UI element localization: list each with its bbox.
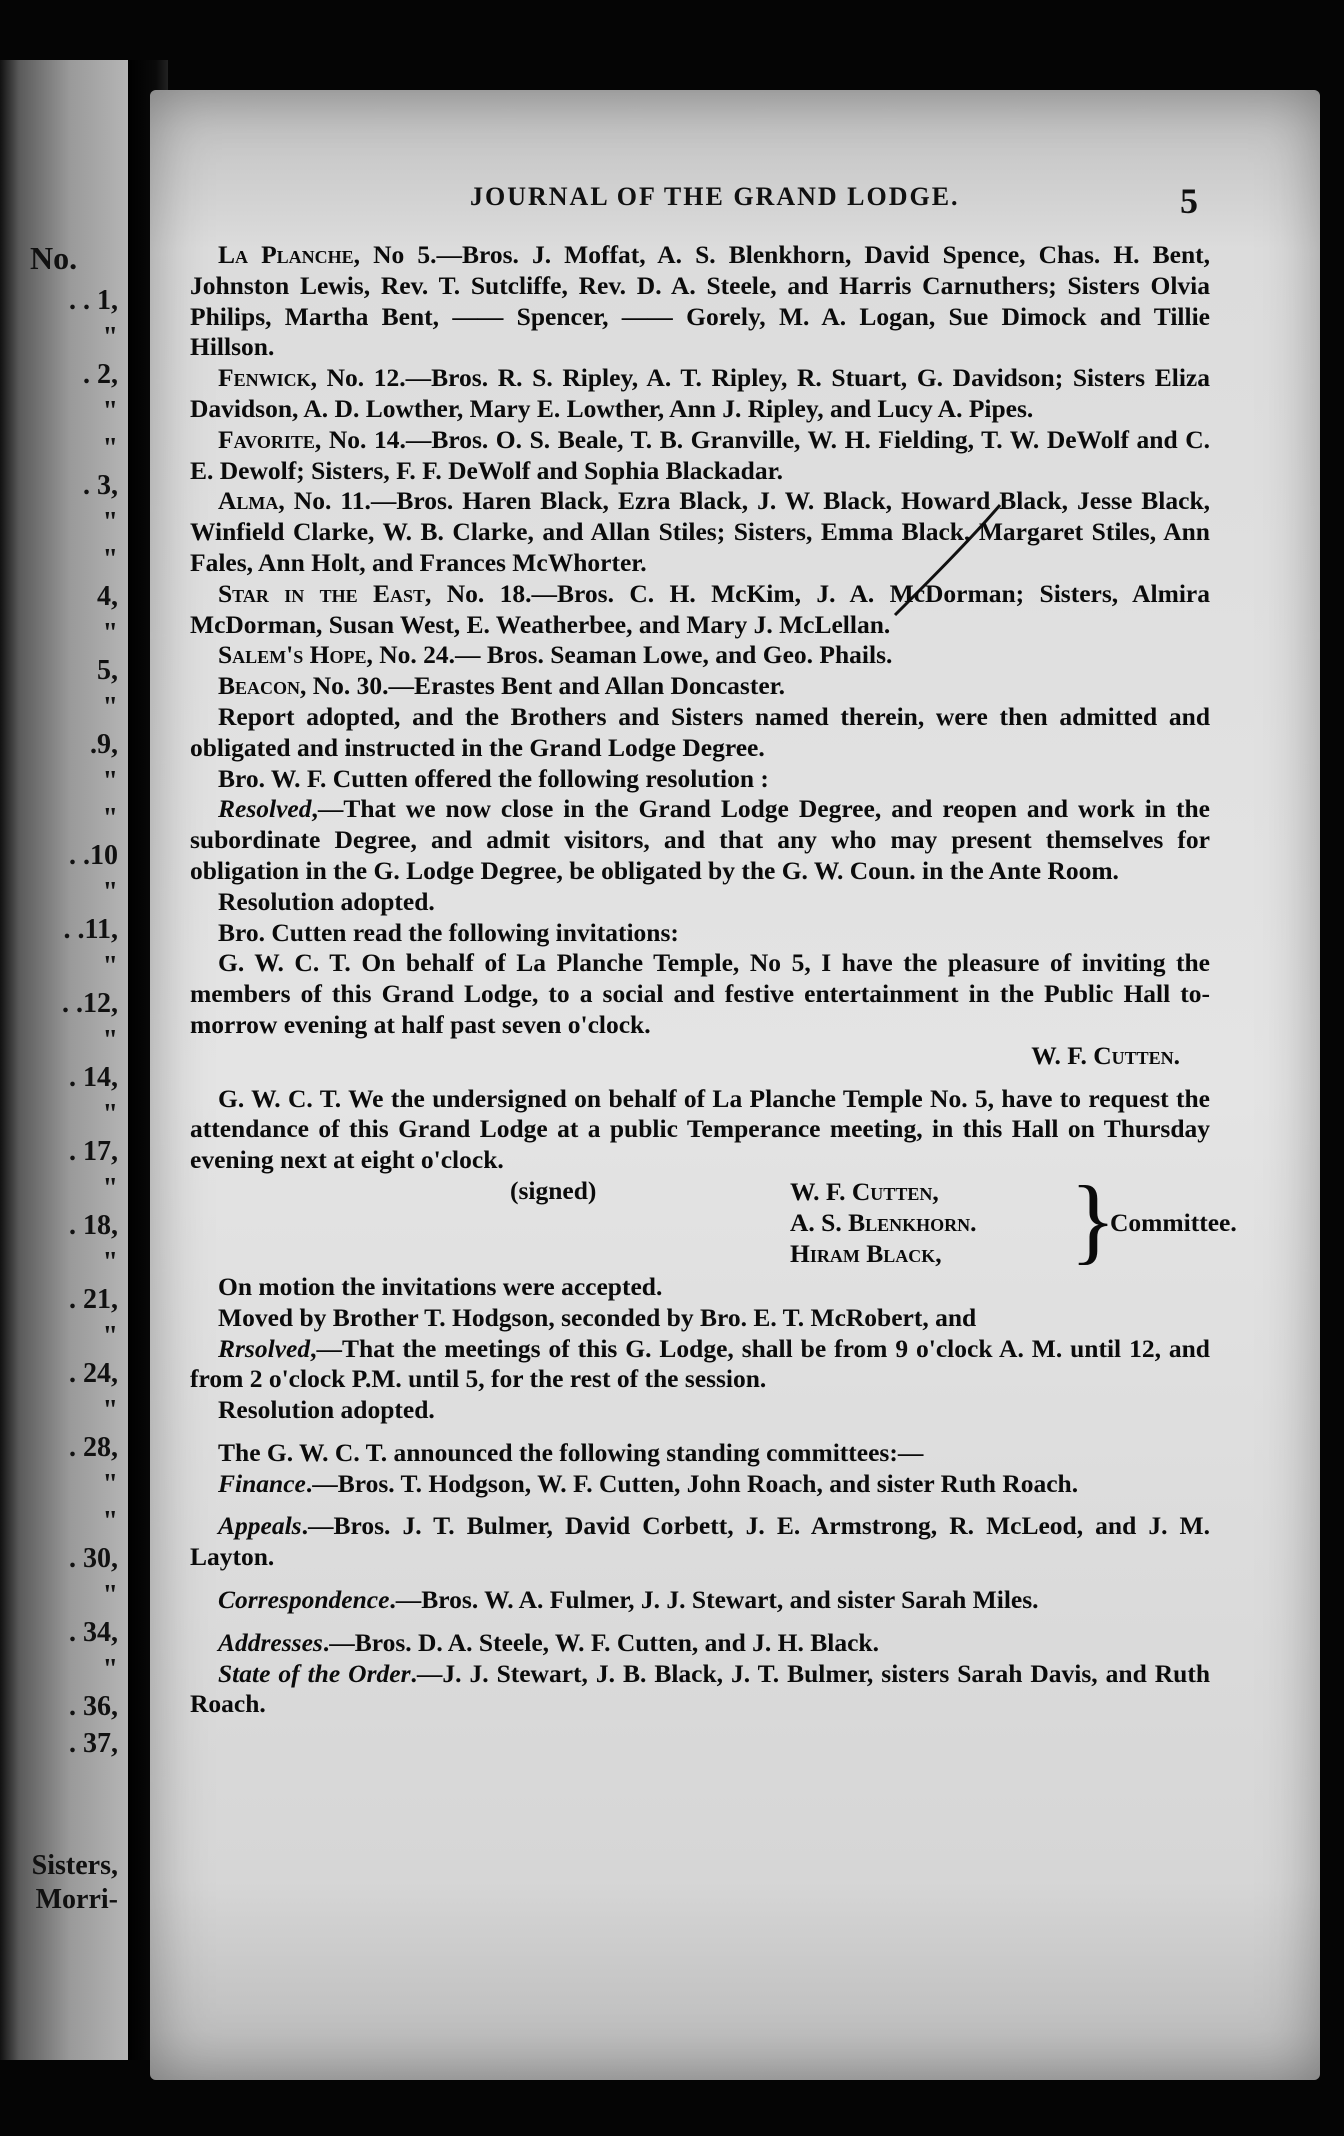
journal-page bbox=[150, 90, 1320, 2080]
resolution-adopted-1: Resolution adopted. bbox=[218, 886, 435, 916]
facing-page-line: " bbox=[102, 507, 118, 538]
spacer bbox=[190, 1573, 1210, 1585]
facing-page-footer-line: Morri- bbox=[35, 1884, 118, 1915]
committee-label: Committee. bbox=[1110, 1207, 1237, 1237]
facing-page-line: . .10 bbox=[69, 840, 118, 871]
lodge-report-star-in-the-east: Star in the East, No. 18.—Bros. C. H. McKim, J. A. McDorman; Sisters, Almira McDorman, Susan West, E. Weatherbee, and Mary J. McLellan. bbox=[190, 578, 1211, 639]
facing-page-line: " bbox=[102, 1395, 118, 1426]
facing-page-line: .9, bbox=[90, 729, 118, 760]
facing-page-line: " bbox=[102, 951, 118, 982]
lodge-report-alma: Alma, No. 11.—Bros. Haren Black, Ezra Black, J. W. Black, Howard Black, Jesse Black, Winfield Clarke, W. B. Clarke, and Allan Stiles; Sisters, Emma Black, Margaret Stiles, Ann Fales, Ann Holt, and Frances McWhorter. bbox=[190, 486, 1210, 577]
running-head: JOURNAL OF THE GRAND LODGE. bbox=[470, 182, 960, 211]
lodge-report-favorite: Favorite, No. 14.—Bros. O. S. Beale, T. B. Granville, W. H. Fielding, T. W. DeWolf and C. E. Dewolf; Sisters, F. F. DeWolf and Sophia Blackadar. bbox=[190, 424, 1210, 485]
facing-page-line: " bbox=[102, 1654, 118, 1685]
facing-page-line: . 34, bbox=[69, 1617, 118, 1648]
resolution-close-degree: Resolved,—That we now close in the Grand Lodge Degree, and reopen and work in the subordinate Degree, and admit visitors, and that any who may present themselves for obligation in the G. Lodge Degree, be obligated by the G. W. Coun. in the Ante Room. bbox=[190, 794, 1210, 885]
facing-page-line: . 18, bbox=[69, 1210, 118, 1241]
facing-page-line: " bbox=[102, 1247, 118, 1278]
facing-page-line: 5, bbox=[97, 655, 118, 686]
resolution-adopted-2: Resolution adopted. bbox=[218, 1395, 435, 1425]
facing-page-line: " bbox=[102, 322, 118, 353]
facing-page-line: " bbox=[102, 1506, 118, 1537]
report-adopted: Report adopted, and the Brothers and Sisters named therein, were then admitted and obligated and instructed in the Grand Lodge Degree. bbox=[190, 701, 1210, 762]
invitation-signature: W. F. Cutten. bbox=[1031, 1040, 1180, 1070]
invitations-accepted: On motion the invitations were accepted. bbox=[218, 1271, 663, 1301]
invitation-social: G. W. C. T. On behalf of La Planche Temple, No 5, I have the pleasure of inviting the members of this Grand Lodge, to a social and festive entertainment in the Public Hall to-morrow evening at half past seven o'clock. bbox=[190, 948, 1210, 1039]
signatory: Hiram Black, bbox=[790, 1238, 942, 1268]
lodge-report-beacon: Beacon, No. 30.—Erastes Bent and Allan Doncaster. bbox=[218, 671, 786, 701]
facing-page-line: . 3, bbox=[83, 470, 118, 501]
signed-label: (signed) bbox=[510, 1175, 597, 1205]
lodge-report-fenwick: Fenwick, No. 12.—Bros. R. S. Ripley, A. T. Ripley, R. Stuart, G. Davidson; Sisters Eliza Davidson, A. D. Lowther, Mary E. Lowther, Ann J. Ripley, and Lucy A. Pipes. bbox=[190, 363, 1210, 423]
facing-page-line: " bbox=[102, 544, 118, 575]
spacer bbox=[190, 1499, 1210, 1511]
journal-body bbox=[190, 240, 1237, 1720]
facing-page-line: " bbox=[102, 1173, 118, 1204]
resolution-meeting-hours: Rrsolved,—That the meetings of this G. Lodge, shall be from 9 o'clock A. M. until 12, and from 2 o'clock P.M. until 5, for the rest of the session. bbox=[190, 1333, 1210, 1394]
motion-hodgson: Moved by Brother T. Hodgson, seconded by Bro. E. T. McRobert, and bbox=[218, 1302, 977, 1332]
invitation-temperance-meeting: G. W. C. T. We the undersigned on behalf of La Planche Temple No. 5, have to request the attendance of this Grand Lodge at a public Temperance meeting, in this Hall on Thursday evening next at eight o'clock. bbox=[190, 1083, 1210, 1175]
lodge-report-la-planche: La Planche, No 5.—Bros. J. Moffat, A. S. Blenkhorn, David Spence, Chas. H. Bent, Johnston Lewis, Rev. T. Sutcliffe, Rev. D. A. Steele, and Harris Carnuthers; Sisters Olvia Philips, Martha Bent, —— Spencer, —— Gorely, M. A. Logan, Sue Dimock and Tillie Hillson. bbox=[190, 240, 1210, 362]
facing-page-line: " bbox=[102, 396, 118, 427]
facing-page-line: . .12, bbox=[62, 988, 118, 1019]
facing-page-line: . 24, bbox=[69, 1358, 118, 1389]
committee-addresses: Addresses.—Bros. D. A. Steele, W. F. Cutten, and J. H. Black. bbox=[218, 1627, 879, 1657]
page-number: 5 bbox=[1180, 181, 1198, 221]
resolution-intro: Bro. W. F. Cutten offered the following resolution : bbox=[218, 763, 769, 793]
facing-page-line: " bbox=[102, 1580, 118, 1611]
facing-page-line: 4, bbox=[97, 581, 118, 612]
facing-page-margin bbox=[0, 60, 128, 2060]
facing-page-line: " bbox=[102, 877, 118, 908]
committee-finance: Finance.—Bros. T. Hodgson, W. F. Cutten, John Roach, and sister Ruth Roach. bbox=[218, 1468, 1079, 1498]
facing-page-line: . . 1, bbox=[69, 285, 118, 316]
facing-page-line: . 36, bbox=[69, 1691, 118, 1722]
facing-page-line: " bbox=[102, 1469, 118, 1500]
committee-state-of-the-order: State of the Order.—J. J. Stewart, J. B. Black, J. T. Bulmer, sisters Sarah Davis, and Ruth Roach. bbox=[190, 1658, 1211, 1719]
facing-page-line: " bbox=[102, 618, 118, 649]
spacer bbox=[190, 1072, 1210, 1084]
facing-page-line: " bbox=[102, 692, 118, 723]
facing-page-line: " bbox=[102, 803, 118, 834]
facing-page-line: . 30, bbox=[69, 1543, 118, 1574]
committee-signatures bbox=[210, 1165, 1237, 1273]
facing-page-line: " bbox=[102, 1099, 118, 1130]
facing-page-line: . 2, bbox=[83, 359, 118, 390]
facing-page-line: . 37, bbox=[69, 1728, 118, 1759]
spacer bbox=[190, 1616, 1210, 1628]
facing-page-line: . 21, bbox=[69, 1284, 118, 1315]
facing-page-footer-line: Sisters, bbox=[31, 1850, 118, 1881]
brace-glyph: } bbox=[1070, 1165, 1117, 1273]
lodge-report-salems-hope: Salem's Hope, No. 24.— Bros. Seaman Lowe, and Geo. Phails. bbox=[218, 640, 893, 670]
facing-page-line: " bbox=[102, 1025, 118, 1056]
invitations-intro: Bro. Cutten read the following invitations: bbox=[218, 917, 679, 947]
signatory-names bbox=[790, 1176, 977, 1269]
committee-correspondence: Correspondence.—Bros. W. A. Fulmer, J. J. Stewart, and sister Sarah Miles. bbox=[218, 1585, 1039, 1615]
facing-page-line: . 14, bbox=[69, 1062, 118, 1093]
committee-appeals: Appeals.—Bros. J. T. Bulmer, David Corbett, J. E. Armstrong, R. McLeod, and J. M. Layton. bbox=[190, 1511, 1210, 1572]
committees-intro: The G. W. C. T. announced the following standing committees:— bbox=[218, 1437, 924, 1467]
spacer bbox=[190, 1426, 1210, 1438]
facing-page-line: " bbox=[102, 766, 118, 797]
facing-page-line: " bbox=[102, 433, 118, 464]
facing-page-line: . 17, bbox=[69, 1136, 118, 1167]
facing-page-line: . .11, bbox=[63, 914, 118, 945]
signatory: W. F. Cutten, bbox=[790, 1176, 939, 1206]
facing-page-header: No. bbox=[30, 240, 78, 276]
facing-page-line: " bbox=[102, 1321, 118, 1352]
signatory: A. S. Blenkhorn. bbox=[790, 1207, 977, 1237]
facing-page-line: . 28, bbox=[69, 1432, 118, 1463]
